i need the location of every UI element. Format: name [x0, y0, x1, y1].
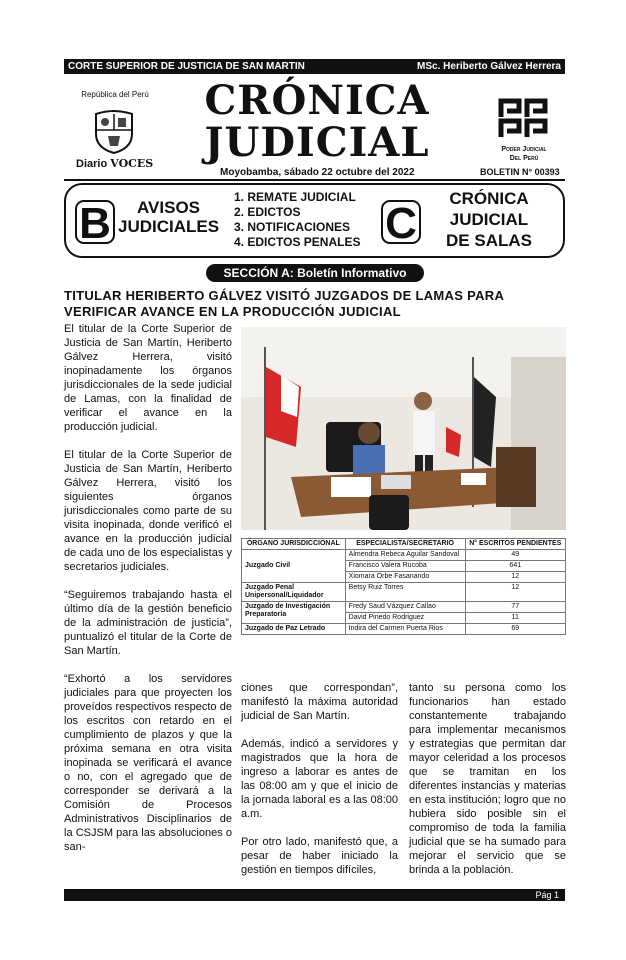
avisos-judiciales-title — [118, 198, 219, 236]
count-cell: 11 — [465, 613, 565, 624]
column-2 — [241, 681, 398, 891]
cronica-salas-title — [426, 188, 552, 251]
organ-cell: Juzgado Civil — [242, 550, 346, 583]
count-cell: 12 — [465, 572, 565, 583]
paragraph: “Exhortó a los servidores judiciales para que proyecten los proveídos respectivos respecto de los escritos con retardo en el cumplimiento de plazos y que la próxima semana en otra visita inopinada se verificará el avance o no, con el agregado que de corresponder se derivará a la Comisión de Procesos Administrativos Disciplinarios de la CSJSM para las absoluciones o san- — [64, 673, 232, 853]
paragraph: Por otro lado, manifestó que, a pesar de haber iniciado la gestión en tiempos difíciles, — [241, 836, 398, 876]
table-row — [242, 550, 566, 561]
table-row — [242, 624, 566, 635]
c-letter-badge: C — [381, 200, 421, 244]
header-specialist: ESPECIALISTA/SECRETARIO — [345, 539, 465, 550]
specialist-cell: Betsy Ruiz Torres — [345, 583, 465, 602]
specialist-cell: Fredy Saud Vázquez Callao — [345, 602, 465, 613]
pending-writs-table — [241, 538, 566, 635]
column-3 — [409, 681, 566, 891]
paragraph: tanto su persona como los funcionarios han estado constantemente trabajando para implementar mecanismos y estrategias que permitan dar mayor celeridad a los procesos que se tramitan en los diferentes instancias y materias en esta institución; logro que no hubiera sido posible sin el compromiso de toda la familia judicial que se ha sumado para mejorar el servicio que se brinda a la población. — [409, 682, 566, 876]
specialist-cell: Francisco Valera Rucoba — [345, 561, 465, 572]
index-item: 2. EDICTOS — [234, 205, 301, 219]
masthead-line1: CRÓNICA — [204, 77, 430, 124]
section-label: SECCIÓN A: Boletín Informativo — [206, 264, 424, 282]
table-row — [242, 583, 566, 602]
poder-judicial-logo-icon — [497, 97, 549, 141]
boletin-number: BOLETIN N° 00393 — [480, 167, 560, 177]
diario-name: VOCES — [110, 157, 154, 170]
index-item: 4. EDICTOS PENALES — [234, 235, 361, 249]
poder-judicial-label — [488, 145, 560, 163]
pj-line1: Poder Judicial — [501, 146, 547, 153]
coat-of-arms-icon — [92, 108, 136, 154]
index-item: 3. NOTIFICACIONES — [234, 220, 351, 234]
cjs-line2: JUDICIAL — [449, 210, 529, 229]
paragraph: “Seguiremos trabajando hasta el último día de la gestión beneficio de la administración de justicia”, puntualizó el titular de la Corte de San Martín. — [64, 589, 232, 657]
paragraph: Además, indicó a servidores y magistrados que la hora de ingreso a laborar es antes de las 08:00 am y que el inicio de la jornada laboral es a las 08:00 a.m. — [241, 738, 398, 820]
column-1 — [64, 322, 232, 868]
paragraph: El titular de la Corte Superior de Justicia de San Martín, Heriberto Gálvez Herrera, visitó los siguientes órganos jurisdiccionales como parte de su visita inopinada, donde verificó el avance en la producción judicial de cada uno de los especialistas y secretarios judiciales. — [64, 449, 232, 573]
count-cell: 69 — [465, 624, 565, 635]
header-organ: ÓRGANO JURISDICCIONAL — [242, 539, 346, 550]
judiciales-line: JUDICIALES — [118, 217, 220, 236]
article-headline: TITULAR HERIBERTO GÁLVEZ VISITÓ JUZGADOS DE LAMAS PARA VERIFICAR AVANCE EN LA PRODUCCIÓN JUDICIAL — [64, 288, 504, 319]
count-cell: 49 — [465, 550, 565, 561]
cjs-line1: CRÓNICA — [449, 189, 529, 208]
masthead-line2: JUDICIAL — [204, 119, 430, 166]
header-pending: N° ESCRITOS PENDIENTES — [465, 539, 565, 550]
paragraph: ciones que correspondan”, manifestó la máxima autoridad judicial de San Martín. — [241, 682, 398, 722]
avisos-line: AVISOS — [137, 198, 201, 217]
issue-date: Moyobamba, sábado 22 octubre del 2022 — [220, 167, 415, 178]
header-rule — [64, 179, 565, 181]
pj-line2: Del Perú — [509, 155, 539, 162]
specialist-cell: Almendra Rebeca Aguilar Sandoval — [345, 550, 465, 561]
index-list — [234, 190, 360, 250]
count-cell: 12 — [465, 583, 565, 602]
organ-cell: Juzgado de Investigación Preparatoria — [242, 602, 346, 624]
table-header-row — [242, 539, 566, 550]
organ-cell: Juzgado Penal Unipersonal/Liquidador — [242, 583, 346, 602]
top-banner — [64, 59, 565, 74]
page-footer: Pág 1 — [64, 889, 565, 901]
specialist-cell: Xiomara Orbe Fasanando — [345, 572, 465, 583]
index-item: 1. REMATE JUDICIAL — [234, 190, 356, 204]
organ-cell: Juzgado de Paz Letrado — [242, 624, 346, 635]
count-cell: 641 — [465, 561, 565, 572]
table-row — [242, 602, 566, 613]
diario-voces — [76, 157, 153, 170]
cjs-line3: DE SALAS — [446, 231, 532, 250]
office-scene-image — [241, 327, 566, 530]
paragraph: El titular de la Corte Superior de Justicia de San Martín, Heriberto Gálvez Herrera, visitó inopinadamente los órganos jurisdiccionales de la sede judicial de Lamas, con la finalidad de verificar el avance en la producción judicial. — [64, 323, 232, 433]
specialist-cell: Indira del Carmen Puerta Rios — [345, 624, 465, 635]
diario-prefix: Diario — [76, 158, 111, 170]
seal-caption: República del Perú — [81, 90, 149, 99]
president-name: MSc. Heriberto Gálvez Herrera — [417, 61, 561, 72]
article-photo — [241, 327, 566, 530]
court-name: CORTE SUPERIOR DE JUSTICIA DE SAN MARTIN — [68, 61, 305, 72]
masthead-title — [198, 77, 436, 166]
specialist-cell: David Pinedo Rodriguez — [345, 613, 465, 624]
count-cell: 77 — [465, 602, 565, 613]
b-letter-badge: B — [75, 200, 115, 244]
